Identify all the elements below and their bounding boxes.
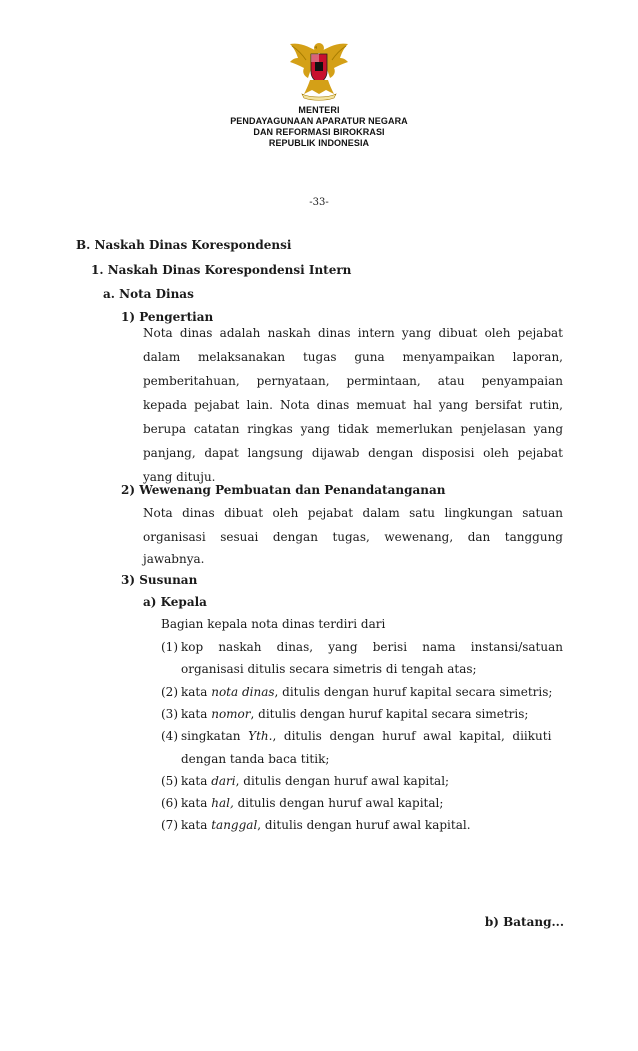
letterhead-line-4: REPUBLIK INDONESIA: [268, 138, 370, 148]
item-1-line-1: kop naskah dinas, yang berisi nama instansi/satuan: [181, 640, 563, 654]
item-5-text: kata dari, ditulis dengan huruf awal kapital;: [181, 774, 450, 788]
continuation-marker: b) Batang...: [484, 915, 564, 929]
heading-a: a. Nota Dinas: [103, 287, 194, 301]
page-number: -33-: [309, 197, 329, 208]
item-5-number: (5): [161, 774, 178, 788]
item-7-number: (7): [161, 818, 178, 832]
letterhead-line-1: MENTERI: [298, 105, 340, 115]
item-2-text: kata nota dinas, ditulis dengan huruf kapital secara simetris;: [181, 685, 553, 699]
heading-pengertian: 1) Pengertian: [121, 310, 214, 324]
item-2-number: (2): [161, 685, 178, 699]
pengertian-line-6: panjang, dapat langsung dijawab dengan disposisi oleh pejabat: [143, 446, 563, 460]
pengertian-line-4: kepada pejabat lain. Nota dinas memuat hal yang bersifat rutin,: [143, 398, 563, 412]
pengertian-line-2: dalam melaksanakan tugas guna menyampaikan laporan,: [143, 350, 563, 364]
item-1-number: (1): [161, 640, 178, 654]
kepala-intro: Bagian kepala nota dinas terdiri dari: [161, 617, 386, 631]
garuda-emblem-icon: [284, 38, 354, 102]
item-3-number: (3): [161, 707, 178, 721]
pengertian-line-3: pemberitahuan, pernyataan, permintaan, atau penyampaian: [143, 374, 563, 388]
wewenang-line-3: jawabnya.: [143, 552, 205, 566]
heading-b: B. Naskah Dinas Korespondensi: [76, 238, 292, 252]
item-6-text: kata hal, ditulis dengan huruf awal kapital;: [181, 796, 444, 810]
item-7-text: kata tanggal, ditulis dengan huruf awal kapital.: [181, 818, 471, 832]
letterhead-line-2: PENDAYAGUNAAN APARATUR NEGARA: [230, 116, 408, 126]
item-4-line-2: dengan tanda baca titik;: [181, 752, 330, 766]
item-1-line-2: organisasi ditulis secara simetris di tengah atas;: [181, 662, 477, 676]
item-4-number: (4): [161, 729, 178, 743]
pengertian-line-7: yang dituju.: [143, 470, 216, 484]
pengertian-line-5: berupa catatan ringkas yang tidak memerlukan penjelasan yang: [143, 422, 563, 436]
pengertian-line-1: Nota dinas adalah naskah dinas intern yang dibuat oleh pejabat: [143, 326, 563, 340]
letterhead-line-3: DAN REFORMASI BIROKRASI: [253, 127, 385, 137]
wewenang-line-1: Nota dinas dibuat oleh pejabat dalam satu lingkungan satuan: [143, 506, 563, 520]
heading-wewenang: 2) Wewenang Pembuatan dan Penandatanganan: [121, 483, 446, 497]
item-3-text: kata nomor, ditulis dengan huruf kapital secara simetris;: [181, 707, 529, 721]
heading-1: 1. Naskah Dinas Korespondensi Intern: [91, 263, 352, 277]
item-6-number: (6): [161, 796, 178, 810]
heading-susunan: 3) Susunan: [121, 573, 198, 587]
heading-kepala: a) Kepala: [143, 595, 207, 609]
wewenang-line-2: organisasi sesuai dengan tugas, wewenang, dan tanggung: [143, 530, 563, 544]
item-4-line-1: singkatan Yth., ditulis dengan huruf awal kapital, diikuti: [181, 729, 552, 743]
